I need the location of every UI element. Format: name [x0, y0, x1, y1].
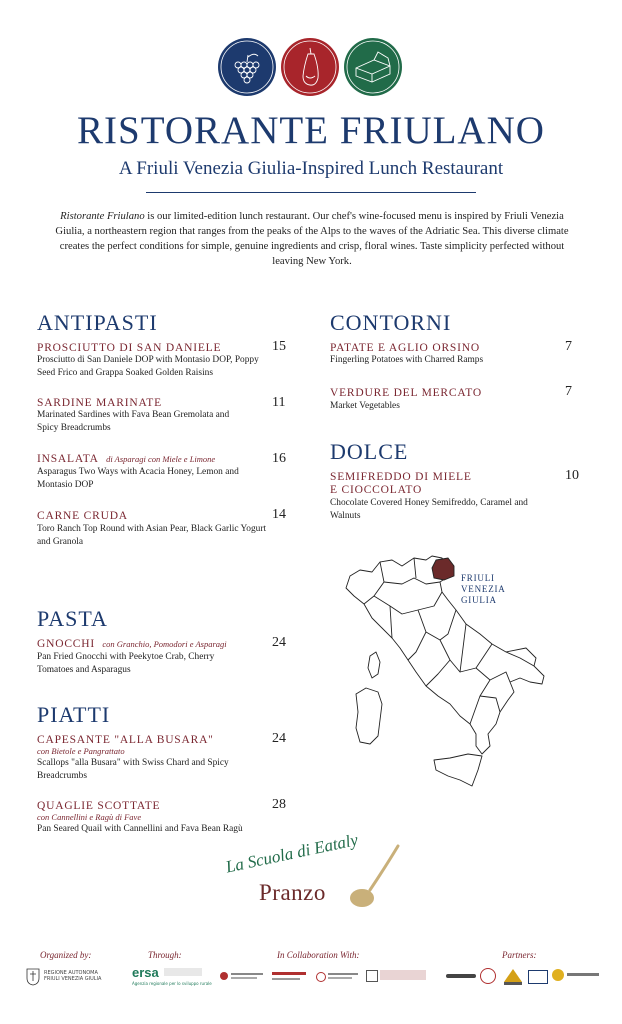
item-semifreddo-name-line1: SEMIFREDDO DI MIELE [330, 471, 472, 483]
intro-text: is our limited-edition lunch restaurant. Our chef's wine-focused menu is inspired by Friuli Venezia Giulia, a northeastern region that ranges from the peaks of the Alps to the waves of the Adriatic Sea. This diverse climate creates the perfect conditions for simple, genuine ingredients and crisp, floral wines. Taste simplicity perfected without leaving New York. [55, 211, 569, 267]
map-label-friuli [461, 573, 506, 606]
title-divider [146, 192, 476, 193]
item-quaglie-sub: con Cannellini e Ragù di Fave [37, 812, 142, 822]
collab-logo-2 [272, 970, 308, 986]
item-quaglie-name: QUAGLIE SCOTTATE [37, 800, 161, 812]
item-capesante-name: CAPESANTE "ALLA BUSARA" [37, 734, 214, 746]
item-prosciutto-price: 15 [272, 339, 286, 354]
grapes-icon [218, 38, 276, 96]
section-contorni-title: CONTORNI [330, 310, 452, 335]
item-capesante-desc: Scallops "alla Busara" with Swiss Chard and Spicy Breadcrumbs [37, 758, 229, 781]
footer-through-label: Through: [148, 950, 182, 960]
section-pasta-title: PASTA [37, 606, 108, 631]
header-icons [218, 38, 404, 98]
section-dolce-title: DOLCE [330, 439, 409, 464]
cheese-icon [344, 38, 402, 96]
partner-logo-2 [480, 968, 496, 984]
item-insalata-desc: Asparagus Two Ways with Acacia Honey, Lemon and Montasio DOP [37, 467, 239, 490]
item-gnocchi-name [37, 638, 227, 650]
italy-map [330, 548, 550, 796]
map-label-line1: FRIULI [461, 573, 495, 583]
partner-logo-5 [552, 968, 600, 984]
item-gnocchi-title: GNOCCHI [37, 638, 95, 650]
ersa-wordmark: ersa [132, 965, 159, 980]
regione-line1: REGIONE AUTONOMA [44, 970, 98, 976]
page-title: RISTORANTE FRIULANO [77, 109, 545, 152]
section-piatti-title: PIATTI [37, 702, 111, 727]
item-gnocchi-desc: Pan Fried Gnocchi with Peekytoe Crab, Cherry Tomatoes and Asparagus [37, 652, 215, 675]
prosciutto-icon [281, 38, 339, 96]
item-verdure-desc: Market Vegetables [330, 401, 400, 411]
item-semifreddo-price: 10 [565, 468, 579, 483]
item-capesante-sub: con Bietole e Pangrattato [37, 746, 125, 756]
item-gnocchi-price: 24 [272, 635, 286, 650]
scuola-eataly-logo-text: La Scuola di Eataly [224, 830, 360, 877]
ersa-emblem [164, 968, 202, 976]
ersa-subtitle: Agenzia regionale per lo sviluppo rurale [132, 981, 212, 986]
intro-paragraph [52, 209, 572, 269]
collab-logo-4 [366, 968, 428, 984]
regione-fvg-logo [26, 968, 116, 986]
item-quaglie-desc: Pan Seared Quail with Cannellini and Fava Bean Ragù [37, 824, 243, 834]
item-carne-name: CARNE CRUDA [37, 510, 128, 522]
footer-organized-label: Organized by: [40, 950, 92, 960]
map-label-line2: VENEZIA [461, 584, 506, 594]
footer-partners-label: Partners: [502, 950, 537, 960]
item-capesante-price: 24 [272, 731, 286, 746]
pranzo-title: Pranzo [259, 880, 326, 905]
item-carne-price: 14 [272, 507, 286, 522]
partner-logo-1 [446, 970, 476, 982]
partner-logo-4 [528, 968, 548, 984]
item-quaglie-price: 28 [272, 797, 286, 812]
item-patate-price: 7 [565, 339, 572, 354]
item-patate-desc: Fingerling Potatoes with Charred Ramps [330, 355, 484, 365]
item-sardine-price: 11 [272, 395, 286, 410]
item-gnocchi-sub: con Granchio, Pomodori e Asparagi [102, 639, 227, 649]
partner-logo-3 [502, 966, 524, 986]
item-semifreddo-name-line2: E CIOCCOLATO [330, 484, 423, 496]
item-insalata-name [37, 453, 215, 465]
ladle-icon [340, 842, 404, 912]
item-prosciutto-name: PROSCIUTTO DI SAN DANIELE [37, 342, 222, 354]
page-subtitle: A Friuli Venezia Giulia-Inspired Lunch Restaurant [118, 158, 504, 179]
intro-restaurant-name: Ristorante Friulano [60, 211, 145, 222]
item-patate-name: PATATE E AGLIO ORSINO [330, 342, 480, 354]
item-prosciutto-desc: Prosciutto di San Daniele DOP with Montasio DOP, Poppy Seed Frico and Grappa Soaked Golden Raisins [37, 355, 259, 378]
map-label-line3: GIULIA [461, 595, 497, 605]
friuli-region-highlight [432, 558, 454, 580]
item-verdure-price: 7 [565, 384, 572, 399]
item-insalata-title: INSALATA [37, 453, 99, 465]
footer-collaboration-label: In Collaboration With: [277, 950, 360, 960]
section-antipasti-title: ANTIPASTI [37, 310, 158, 335]
item-sardine-name: SARDINE MARINATE [37, 397, 162, 409]
regione-line2: FRIULI VENEZIA GIULIA [44, 976, 102, 982]
item-insalata-sub: di Asparagi con Miele e Limone [106, 454, 216, 464]
collab-logo-1 [220, 970, 264, 984]
item-carne-desc: Toro Ranch Top Round with Asian Pear, Black Garlic Yogurt and Granola [37, 524, 267, 547]
item-insalata-price: 16 [272, 451, 286, 466]
item-verdure-name: VERDURE DEL MERCATO [330, 387, 482, 399]
collab-logo-3 [316, 970, 358, 984]
regione-crest-icon [26, 968, 40, 986]
item-semifreddo-desc: Chocolate Covered Honey Semifreddo, Caramel and Walnuts [330, 498, 528, 521]
ersa-logo [132, 965, 212, 989]
item-sardine-desc: Marinated Sardines with Fava Bean Gremolata and Spicy Breadcrumbs [37, 410, 230, 433]
